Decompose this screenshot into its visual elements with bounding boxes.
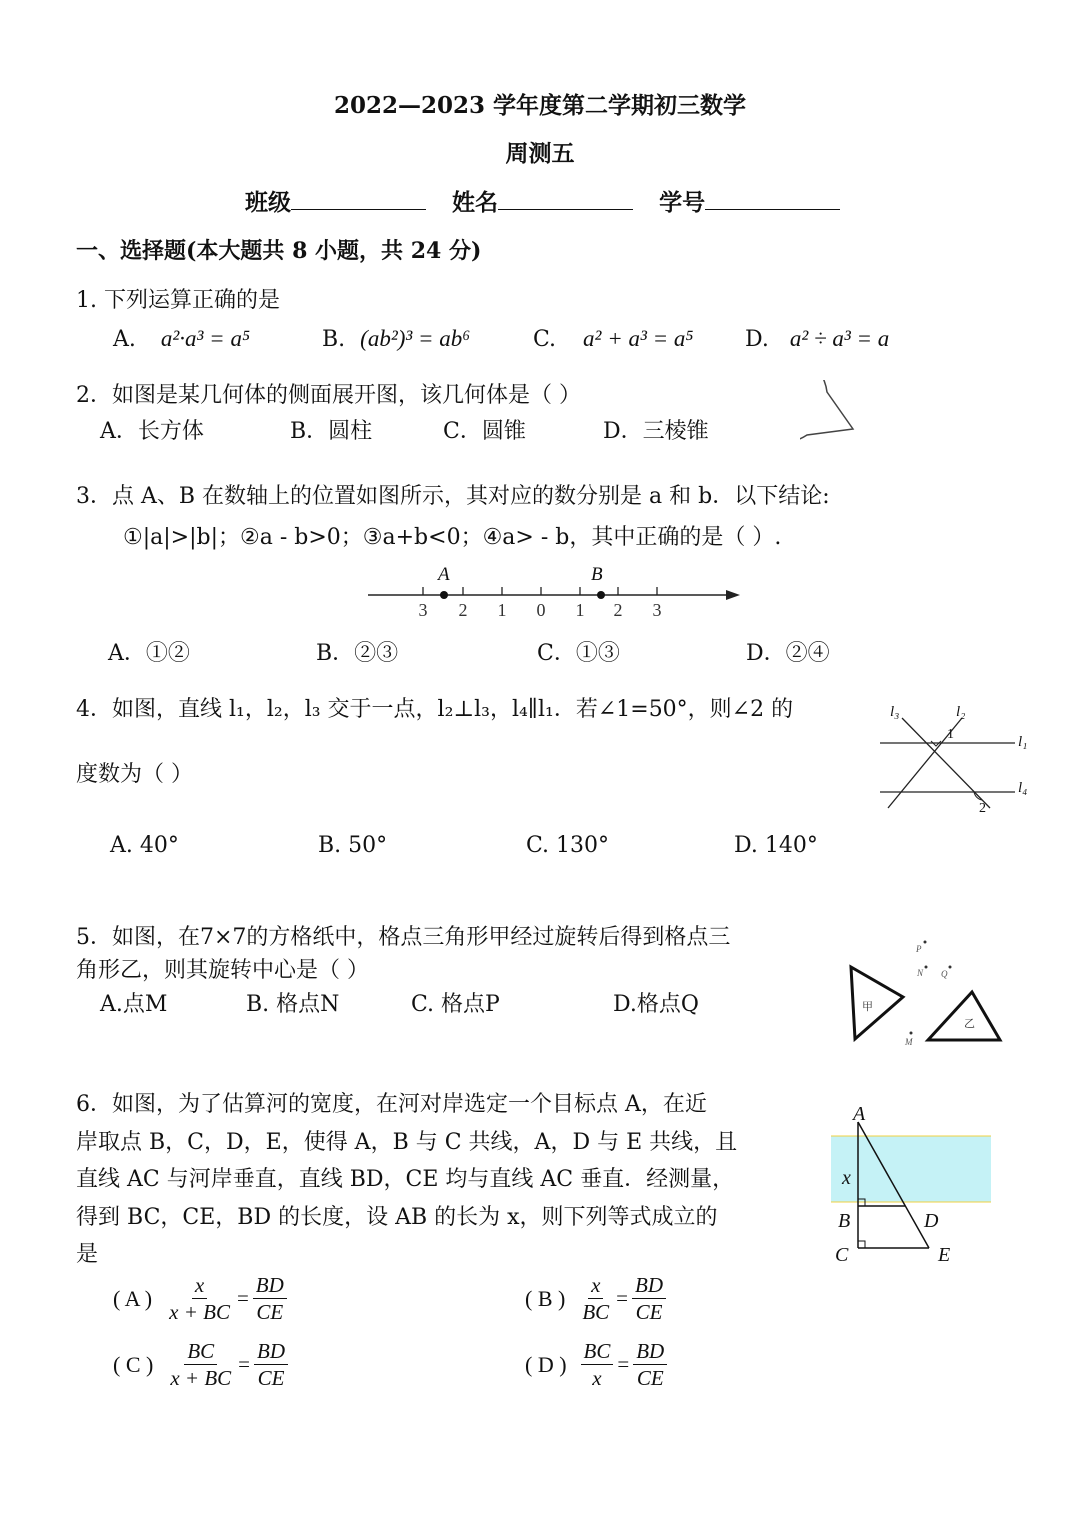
class-label: 班级 [245, 189, 291, 216]
l1-label: l₁ [1018, 734, 1028, 750]
q2-option-b[interactable]: B．圆柱 [290, 419, 373, 444]
class-blank[interactable] [291, 187, 426, 210]
q6-line-5: 是 [76, 1242, 99, 1267]
q5-option-c[interactable]: C. 格点P [411, 992, 500, 1017]
point-q-label: Q [941, 969, 948, 979]
q4-option-a[interactable]: A. 40° [110, 833, 179, 858]
name-label: 姓名 [452, 189, 499, 216]
triangle-jia-label: 甲 [862, 1001, 873, 1013]
q3-option-a[interactable]: A．①② [108, 641, 190, 666]
q5-stem-2: 角形乙，则其旋转中心是（ ） [76, 958, 369, 983]
river-band [831, 1136, 991, 1202]
q5-option-a[interactable]: A.点M [100, 992, 168, 1017]
q4-lines-figure [870, 700, 1040, 820]
q3-option-c[interactable]: C．①③ [537, 641, 620, 666]
q1-option-c[interactable]: C. a² + a³ = a⁵ [533, 326, 694, 352]
student-info-row [245, 184, 840, 217]
q1-option-d[interactable]: D. a² ÷ a³ = a [745, 326, 890, 352]
axis-label-a: A [438, 564, 450, 585]
q1-option-b[interactable]: B. (ab²)³ = ab⁶ [322, 326, 471, 352]
q6-line-1: 6．如图，为了估算河的宽度，在河对岸选定一个目标点 A，在近 [76, 1092, 707, 1117]
q6-option-a[interactable]: ( A ) $\frac{x}{x + BC}$ = $\frac{BD}{CE}$ [113, 1272, 291, 1325]
point-m-label: M [905, 1037, 913, 1047]
id-label: 学号 [659, 189, 706, 216]
point-a-label: A [853, 1103, 866, 1125]
q6-option-b[interactable]: ( B ) $\frac{x}{BC}$ = $\frac{BD}{CE}$ [525, 1272, 670, 1325]
l3-label: l₃ [890, 704, 900, 720]
q6-option-c[interactable]: ( C ) $\frac{BC}{x + BC}$ = $\frac{BD}{CE}$ [113, 1338, 292, 1391]
sector-shape [800, 380, 853, 442]
q6-line-2: 岸取点 B，C，D，E，使得 A，B 与 C 共线，A，D 与 E 共线，且 [76, 1130, 738, 1155]
q3-option-d[interactable]: D．②④ [746, 641, 830, 666]
tick-label: 3 [652, 600, 662, 620]
q5-rotation-figure [840, 925, 1010, 1055]
q2-option-a[interactable]: A．长方体 [100, 419, 204, 444]
point-b-label: B [838, 1210, 851, 1232]
id-blank[interactable] [705, 187, 840, 210]
l4-label: l₄ [1018, 780, 1028, 796]
tick-label: 1 [575, 600, 585, 620]
q3-number-line [360, 558, 750, 626]
q2-option-c[interactable]: C．圆锥 [443, 419, 526, 444]
name-blank[interactable] [498, 187, 633, 210]
angle1-label: 1 [947, 727, 954, 742]
page-subtitle: 周测五 [505, 140, 575, 167]
q2-option-d[interactable]: D．三棱锥 [603, 419, 709, 444]
angle2-label: 2 [979, 801, 986, 816]
q1-stem: 1. 下列运算正确的是 [76, 288, 280, 313]
q6-line-3: 直线 AC 与河岸垂直，直线 BD，CE 均与直线 AC 垂直．经测量， [76, 1167, 735, 1192]
tick-label: 1 [497, 600, 507, 620]
axis-label-b: B [591, 564, 603, 585]
q1-option-a[interactable]: A. a²·a³ = a⁵ [113, 326, 250, 352]
triangle-yi-label: 乙 [964, 1018, 975, 1030]
page-title: 2022—2023 学年度第二学期初三数学 [333, 92, 747, 119]
tick-label: 2 [458, 600, 468, 620]
tick-label: 0 [536, 600, 546, 620]
q5-stem: 5．如图，在7×7的方格纸中，格点三角形甲经过旋转后得到格点三 [76, 925, 731, 950]
q4-stem-2: 度数为（ ） [76, 762, 193, 787]
q4-option-c[interactable]: C. 130° [526, 833, 610, 858]
q4-option-b[interactable]: B. 50° [318, 833, 388, 858]
q4-option-d[interactable]: D. 140° [734, 833, 818, 858]
q6-line-4: 得到 BC，CE，BD 的长度，设 AB 的长为 x，则下列等式成立的 [76, 1205, 718, 1230]
q3-option-b[interactable]: B．②③ [316, 641, 399, 666]
q6-option-d[interactable]: ( D ) $\frac{BC}{x}$ = $\frac{BD}{CE}$ [525, 1338, 671, 1391]
x-label: x [842, 1167, 851, 1189]
point-n-label: N [917, 968, 924, 978]
q2-sector-figure [800, 380, 905, 480]
q3-stem: 3．点 A、B 在数轴上的位置如图所示，其对应的数分别是 a 和 b．以下结论: [76, 484, 830, 509]
tick-label: 3 [418, 600, 428, 620]
point-e-label: E [938, 1244, 951, 1266]
l2-label: l₂ [956, 704, 966, 720]
q5-option-b[interactable]: B. 格点N [246, 992, 340, 1017]
point-p-label: P [916, 944, 922, 954]
q2-stem: 2．如图是某几何体的侧面展开图，该几何体是（ ） [76, 383, 581, 408]
q4-stem: 4．如图，直线 l₁，l₂，l₃ 交于一点，l₂⊥l₃，l₄∥l₁．若∠1=50°，则∠2 的 [76, 697, 794, 722]
section-heading: 一、选择题(本大题共 8 小题，共 24 分) [76, 238, 482, 264]
point-c-label: C [835, 1244, 849, 1266]
point-d-label: D [924, 1210, 939, 1232]
tick-label: 2 [613, 600, 623, 620]
q5-option-d[interactable]: D.格点Q [613, 992, 699, 1017]
q6-river-figure [825, 1100, 1000, 1270]
q3-conditions: ①|a|>|b|；②a - b>0；③a+b<0；④a> - b，其中正确的是（ ）. [123, 525, 782, 550]
